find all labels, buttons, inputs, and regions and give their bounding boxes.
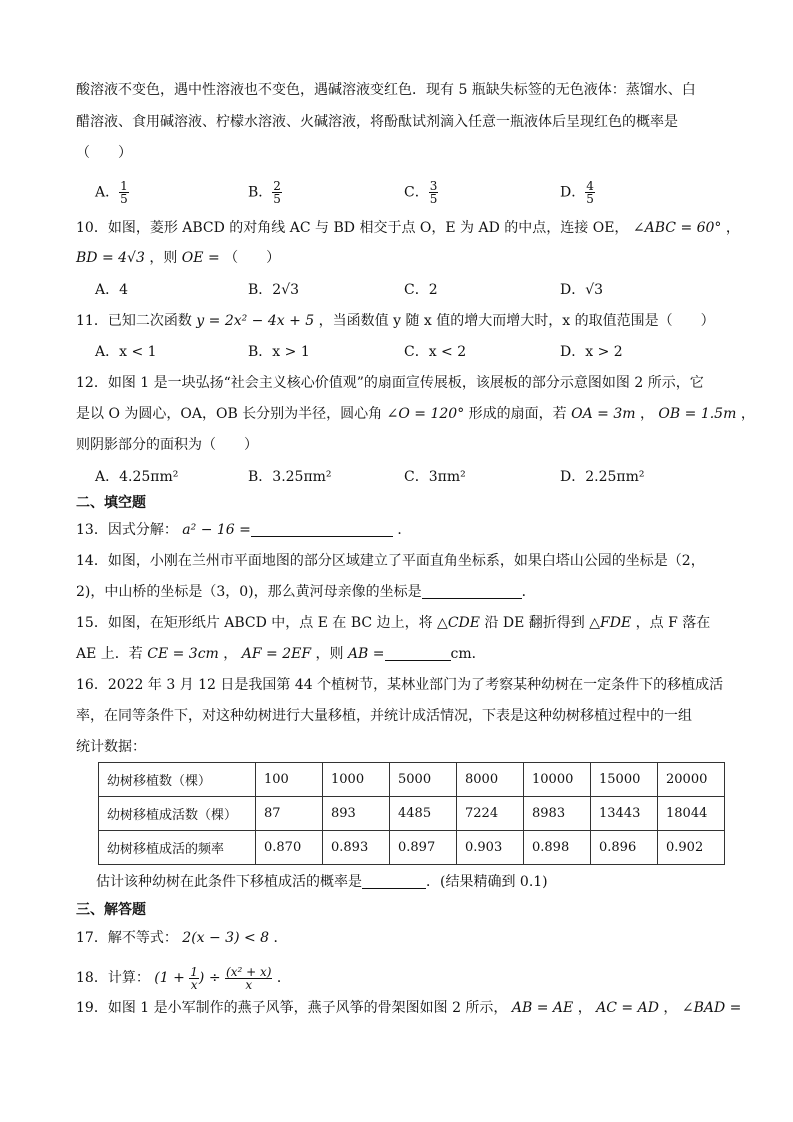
q12-option-b: B．3.25πm² <box>248 469 332 485</box>
table-cell: 15000 <box>591 763 658 797</box>
q18-line: 18．计算： (1 + $\frac{1}{x}$ ) ÷ $\frac{\text{(x² + x)}}{x}$ ． <box>76 964 291 992</box>
q12-line3: 则阴影部分的面积为（ ） <box>76 437 258 453</box>
q10-option-a: A．4 <box>95 282 129 298</box>
q10-line1: 10．如图，菱形 ABCD 的对角线 AC 与 BD 相交于点 O，E 为 AD 的中点，连接 OE， ∠ABC = 60° ， <box>76 220 740 236</box>
fraction: $\frac{2}{5}$ <box>273 179 281 206</box>
table-cell: 8000 <box>457 763 524 797</box>
q19-line1: 19．如图 1 是小军制作的燕子风筝，燕子风筝的骨架图如图 2 所示， AB = AE ， AC = AD ， ∠BAD = <box>76 1000 742 1016</box>
fraction: $\frac{1}{x}$ <box>190 964 198 992</box>
transplant-data-table <box>98 762 725 865</box>
q12-option-a: A．4.25πm² <box>95 469 179 485</box>
row-header: 幼树移植数（棵） <box>99 763 256 797</box>
table-cell: 1000 <box>323 763 390 797</box>
q10-option-d: D．√3 <box>560 282 604 298</box>
q9-line1: 酸溶液不变色，遇中性溶液也不变色，遇碱溶液变红色．现有 5 瓶缺失标签的无色液体：蒸馏水、白 <box>76 82 696 98</box>
table-cell: 0.896 <box>591 831 658 865</box>
q9-option-a: A． $\frac{1}{5}$ <box>95 179 128 206</box>
answer-blank <box>385 644 451 661</box>
q14-line2: 2)，中山桥的坐标是（3，0)，那么黄河母亲像的坐标是 ． <box>76 584 536 600</box>
q11-line1: 11．已知二次函数 y = 2x² − 4x + 5 ，当函数值 y 随 x 值的增大而增大时，x 的取值范围是（ ） <box>76 313 715 329</box>
q12-line1: 12．如图 1 是一块弘扬“社会主义核心价值观”的扇面宣传展板，该展板的部分示意图如图 2 所示，它 <box>76 375 704 391</box>
q16-line3: 统计数据： <box>76 739 146 755</box>
answer-blank <box>422 582 522 599</box>
q16-after-table: 估计该种幼树在此条件下移植成活的概率是 ．(结果精确到 0.1) <box>96 874 548 890</box>
q13-line: 13．因式分解： a² − 16 = ． <box>76 522 412 538</box>
q12-option-d: D．2.25πm² <box>560 469 645 485</box>
q11-option-c: C．x < 2 <box>404 344 467 360</box>
q10-option-c: C．2 <box>404 282 438 298</box>
q12-line2: 是以 O 为圆心，OA，OB 长分别为半径，圆心角 ∠O = 120° 形成的扇面，若 OA = 3m ， OB = 1.5m ， <box>76 406 755 422</box>
table-cell: 0.897 <box>390 831 457 865</box>
table-cell: 20000 <box>658 763 725 797</box>
answer-blank <box>362 872 426 889</box>
table-cell: 8983 <box>524 797 591 831</box>
fraction: $\frac{\text{(x² + x)}}{x}$ <box>226 964 272 992</box>
q11-option-b: B．x > 1 <box>248 344 310 360</box>
table-cell: 87 <box>256 797 323 831</box>
table-row <box>99 831 725 865</box>
section-heading-solve: 三、解答题 <box>76 902 146 918</box>
table-cell: 0.898 <box>524 831 591 865</box>
q9-line3: （ ） <box>76 145 132 161</box>
fraction: $\frac{4}{5}$ <box>586 179 594 206</box>
table-cell: 0.893 <box>323 831 390 865</box>
table-cell: 13443 <box>591 797 658 831</box>
q15-line2: AE 上．若 CE = 3cm ， AF = 2EF ，则 AB = cm． <box>76 646 486 662</box>
q11-option-a: A．x < 1 <box>95 344 157 360</box>
table-cell: 893 <box>323 797 390 831</box>
table-cell: 0.903 <box>457 831 524 865</box>
q9-option-b: B． $\frac{2}{5}$ <box>248 179 281 206</box>
table-row <box>99 763 725 797</box>
q16-line2: 率，在同等条件下，对这种幼树进行大量移植，并统计成活情况，下表是这种幼树移植过程中的一组 <box>76 708 692 724</box>
q15-line1: 15．如图，在矩形纸片 ABCD 中，点 E 在 BC 边上，将 △CDE 沿 DE 翻折得到 △FDE ，点 F 落在 <box>76 615 711 631</box>
fraction: $\frac{1}{5}$ <box>120 179 128 206</box>
table-cell: 100 <box>256 763 323 797</box>
table-cell: 18044 <box>658 797 725 831</box>
table-cell: 0.870 <box>256 831 323 865</box>
table-cell: 10000 <box>524 763 591 797</box>
q12-option-c: C．3πm² <box>404 469 466 485</box>
q10-option-b: B．2√3 <box>248 282 300 298</box>
row-header: 幼树移植成活的频率 <box>99 831 256 865</box>
fraction: $\frac{3}{5}$ <box>429 179 438 206</box>
q16-line1: 16．2022 年 3 月 12 日是我国第 44 个植树节，某林业部门为了考察某种幼树在一定条件下的移植成活 <box>76 677 724 693</box>
q17-line: 17．解不等式： 2(x − 3) < 8 ． <box>76 930 288 946</box>
q9-option-c: C． $\frac{3}{5}$ <box>404 179 438 206</box>
table-row <box>99 797 725 831</box>
table-cell: 0.902 <box>658 831 725 865</box>
table-cell: 7224 <box>457 797 524 831</box>
row-header: 幼树移植成活数（棵） <box>99 797 256 831</box>
q11-option-d: D．x > 2 <box>560 344 623 360</box>
q9-line2: 醋溶液、食用碱溶液、柠檬水溶液、火碱溶液，将酚酞试剂滴入任意一瓶液体后呈现红色的概率是 <box>76 114 678 130</box>
q9-option-d: D． $\frac{4}{5}$ <box>560 179 594 206</box>
answer-blank <box>251 520 393 537</box>
q10-line2: BD = 4√3 ，则 OE = （ ） <box>76 250 281 266</box>
section-heading-fill-in: 二、填空题 <box>76 495 146 511</box>
table-cell: 5000 <box>390 763 457 797</box>
q14-line1: 14．如图，小刚在兰州市平面地图的部分区域建立了平面直角坐标系，如果白塔山公园的坐标是（2， <box>76 553 705 569</box>
table-cell: 4485 <box>390 797 457 831</box>
